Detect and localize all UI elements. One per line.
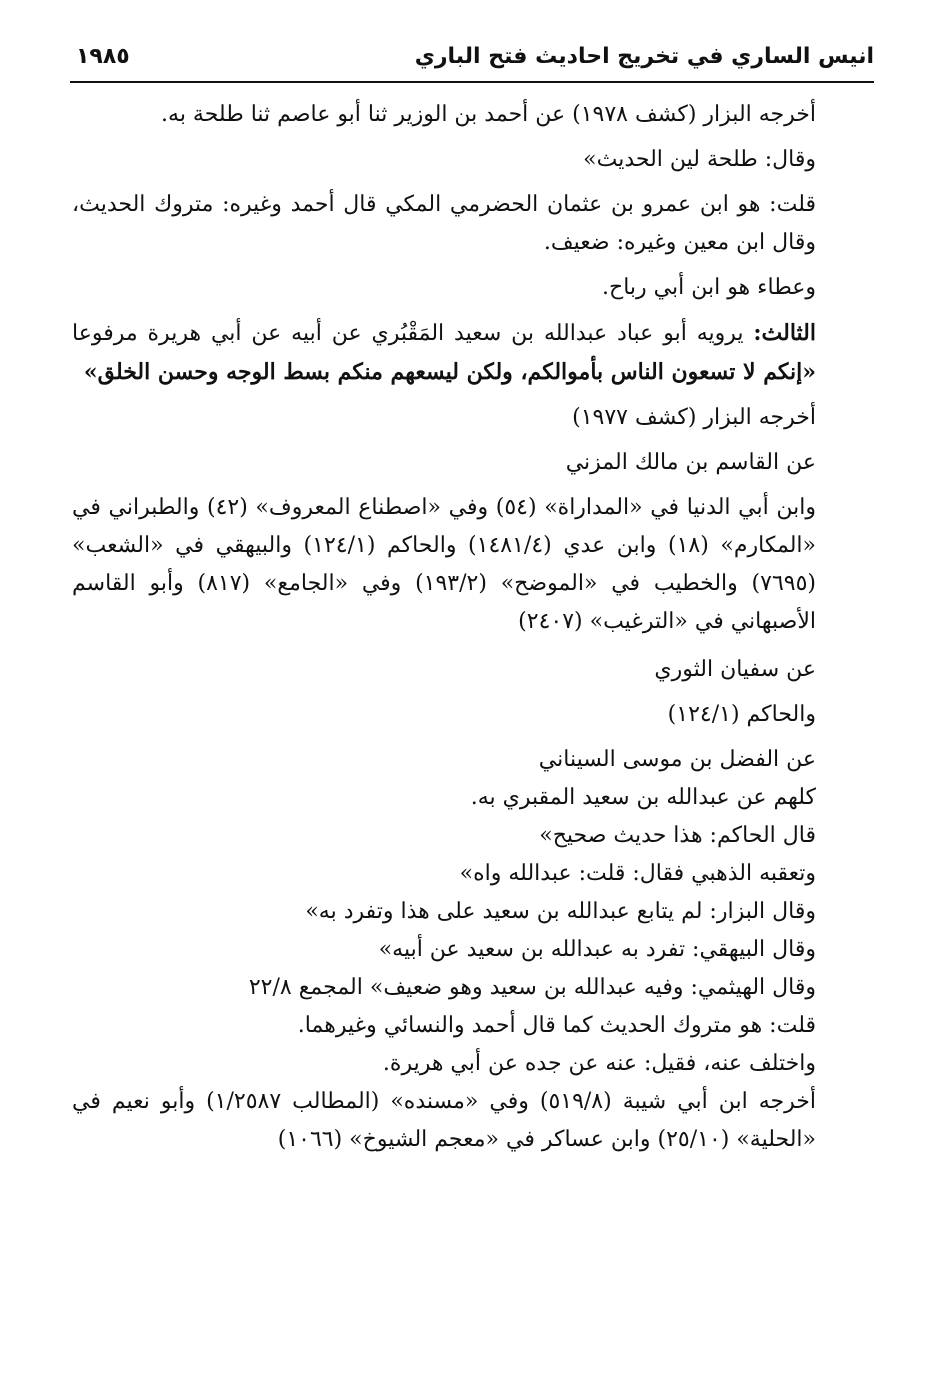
paragraph-8: وابن أبي الدنيا في «المداراة» (٥٤) وفي «اصطناع المعروف» (٤٢) والطبراني في «المكارم» (١٨) وابن عدي (١٤٨١/٤) والحاكم (١٢٤/١) والبيهقي في «الشعب» (٧٦٩٥) والخطيب في «الموضح» (١٩٣/٢) وفي «الجامع» (٨١٧) وأبو القاسم الأصبهاني في «الترغيب» (٢٤٠٧) xyxy=(72,495,816,634)
page-body xyxy=(72,96,872,1166)
running-header xyxy=(70,38,874,78)
header-rule xyxy=(70,81,874,83)
paragraph-5 xyxy=(72,314,872,392)
paragraph-2: وقال: طلحة لين الحديث» xyxy=(583,147,816,172)
paragraph-4: وعطاء هو ابن أبي رباح. xyxy=(602,275,816,300)
paragraph-20: أخرجه ابن أبي شيبة (٥١٩/٨) وفي «مسنده» (المطالب ١/٢٥٨٧) وأبو نعيم في «الحلية» (٢٥/١٠) وابن عساكر في «معجم الشيوخ» (١٠٦٦) xyxy=(72,1089,816,1152)
paragraph-11: عن الفضل بن موسى السيناني xyxy=(538,747,816,772)
paragraph-13: قال الحاكم: هذا حديث صحيح» xyxy=(539,823,816,848)
paragraph-3: قلت: هو ابن عمرو بن عثمان الحضرمي المكي قال أحمد وغيره: متروك الحديث، وقال ابن معين وغيره: ضعيف. xyxy=(72,192,816,255)
paragraph-5-text: يرويه أبو عباد عبدالله بن سعيد المَقْبُري عن أبيه عن أبي هريرة مرفوعا xyxy=(72,321,754,346)
paragraph-9: عن سفيان الثوري xyxy=(654,657,816,682)
paragraph-16: وقال البيهقي: تفرد به عبدالله بن سعيد عن أبيه» xyxy=(378,937,816,962)
paragraph-12: كلهم عن عبدالله بن سعيد المقبري به. xyxy=(470,785,816,810)
paragraph-14: وتعقبه الذهبي فقال: قلت: عبدالله واه» xyxy=(459,861,816,886)
paragraph-7: عن القاسم بن مالك المزني xyxy=(565,450,816,475)
paragraph-18: قلت: هو متروك الحديث كما قال أحمد والنسائي وغيرهما. xyxy=(297,1013,816,1038)
paragraph-10: والحاكم (١٢٤/١) xyxy=(667,702,816,727)
book-title: انيس الساري في تخريج احاديث فتح الباري xyxy=(414,44,874,69)
section-label: الثالث: xyxy=(753,320,816,346)
paragraph-6: أخرجه البزار (كشف ١٩٧٧) xyxy=(572,405,816,430)
paragraph-17: وقال الهيثمي: وفيه عبدالله بن سعيد وهو ضعيف» المجمع ٢٢/٨ xyxy=(248,975,816,1000)
paragraph-19: واختلف عنه، فقيل: عنه عن جده عن أبي هريرة. xyxy=(382,1051,816,1076)
paragraph-15: وقال البزار: لم يتابع عبدالله بن سعيد على هذا وتفرد به» xyxy=(305,899,816,924)
paragraph-1: أخرجه البزار (كشف ١٩٧٨) عن أحمد بن الوزير ثنا أبو عاصم ثنا طلحة به. xyxy=(161,102,816,127)
page-number: ١٩٨٥ xyxy=(76,44,130,69)
hadith-quote: «إنكم لا تسعون الناس بأموالكم، ولكن ليسعهم منكم بسط الوجه وحسن الخلق» xyxy=(83,359,816,385)
